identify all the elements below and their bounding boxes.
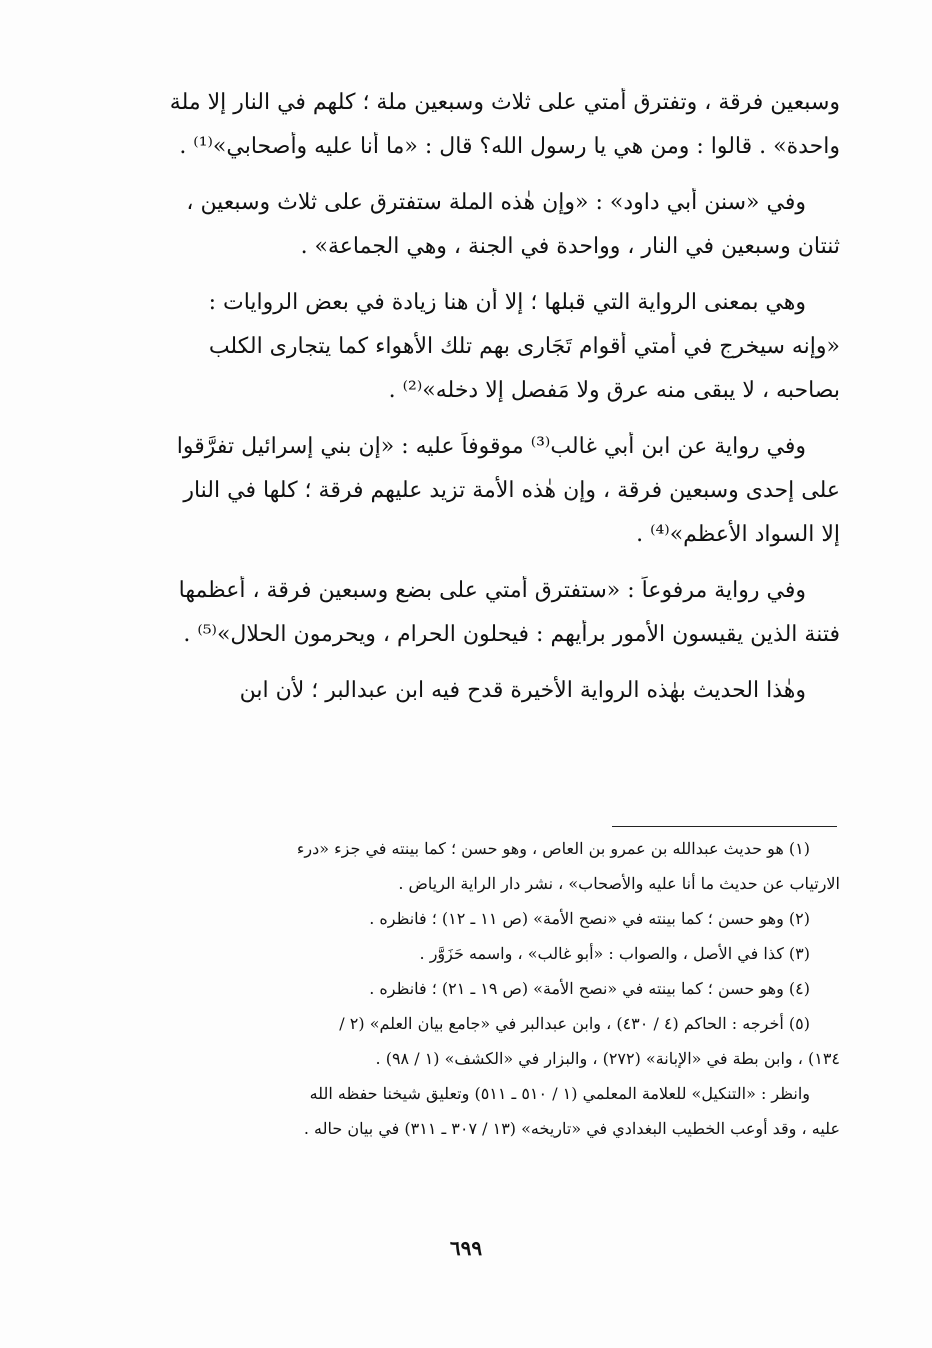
- footnote-line: عليه ، وقد أوعب الخطيب البغدادي في «تاريخه» (١٣ / ٣٠٧ ـ ٣١١) في بيان حاله .: [303, 1119, 840, 1138]
- footnote-divider: [612, 826, 837, 827]
- text-line: وسبعين فرقة ، وتفترق أمتي على ثلاث وسبعين ملة ؛ كلهم في النار إلا ملة: [169, 90, 840, 115]
- footnote-line: وانظر : «التنكيل» للعلامة المعلمي (١ / ٥١٠ ـ ٥١١) وتعليق شيخنا حفظه الله: [309, 1084, 810, 1103]
- footnote-line: الارتياب عن حديث ما أنا عليه والأصحاب» ، نشر دار الراية الرياض .: [398, 874, 840, 893]
- footnote-line: (١) هو حديث عبدالله بن عمرو بن العاص ، وهو حسن ؛ كما بينته في جزء «درء: [296, 839, 810, 858]
- text-line: على إحدى وسبعين فرقة ، وإن هٰذه الأمة تزيد عليهم فرقة ؛ كلها في النار: [183, 478, 840, 503]
- main-text-body: [100, 88, 840, 720]
- footnote-line: (٢) وهو حسن ؛ كما بينته في «نصح الأمة» (ص ١١ ـ ١٢) ؛ فانظره .: [369, 909, 810, 928]
- footnote-line: (٣) كذا في الأصل ، والصواب : «أبو غالب» ، واسمه حَزَوَّر .: [419, 944, 810, 963]
- text-line: فتنة الذين يقيسون الأمور برأيهم : فيحلون الحرام ، ويحرمون الحلال»⁽⁵⁾ .: [183, 622, 840, 647]
- text-line: واحدة» . قالوا : ومن هي يا رسول الله؟ قال : «ما أنا عليه وأصحابي»⁽¹⁾ .: [179, 134, 840, 159]
- footnote-line: (٤) وهو حسن ؛ كما بينته في «نصح الأمة» (ص ١٩ ـ ٢١) ؛ فانظره .: [369, 979, 810, 998]
- text-line: وهي بمعنى الرواية التي قبلها ؛ إلا أن هنا زيادة في بعض الروايات :: [208, 290, 806, 315]
- paragraph-gap: [100, 564, 840, 576]
- text-line: بصاحبه ، لا يبقى منه عرق ولا مَفصل إلا دخله»⁽²⁾ .: [388, 378, 840, 403]
- text-line: وفي رواية مرفوعاً : «ستفترق أمتي على بضع وسبعين فرقة ، أعظمها: [178, 578, 806, 603]
- paragraph-gap: [100, 420, 840, 432]
- paragraph-gap: [100, 664, 840, 676]
- text-line: وهٰذا الحديث بهٰذه الرواية الأخيرة قدح فيه ابن عبدالبر ؛ لأن ابن: [239, 678, 806, 703]
- text-line: وفي رواية عن ابن أبي غالب⁽³⁾ موقوفاً عليه : «إن بني إسرائيل تفرَّقوا: [176, 434, 806, 459]
- text-line: وفي «سنن أبي داود» : «وإن هٰذه الملة ستفترق على ثلاث وسبعين ،: [186, 190, 806, 215]
- footnotes-section: [100, 838, 840, 1153]
- footnote-line: (٥) أخرجه : الحاكم (٤ / ٤٣٠) ، وابن عبدالبر في «جامع بيان العلم» (٢ /: [339, 1014, 810, 1033]
- text-line: ثنتان وسبعين في النار ، وواحدة في الجنة ، وهي الجماعة» .: [300, 234, 840, 259]
- text-line: «وإنه سيخرج في أمتي أقوام تَجَارى بهم تلك الأهواء كما يتجارى الكلب: [208, 334, 840, 359]
- page-number: ٦٩٩: [449, 1236, 483, 1260]
- footnote-line: ١٣٤) ، وابن بطة في «الإبانة» (٢٧٢) ، والبزار في «الكشف» (١ / ٩٨) .: [375, 1049, 840, 1068]
- paragraph-gap: [100, 276, 840, 288]
- paragraph-gap: [100, 176, 840, 188]
- text-line: إلا السواد الأعظم»⁽⁴⁾ .: [636, 522, 840, 547]
